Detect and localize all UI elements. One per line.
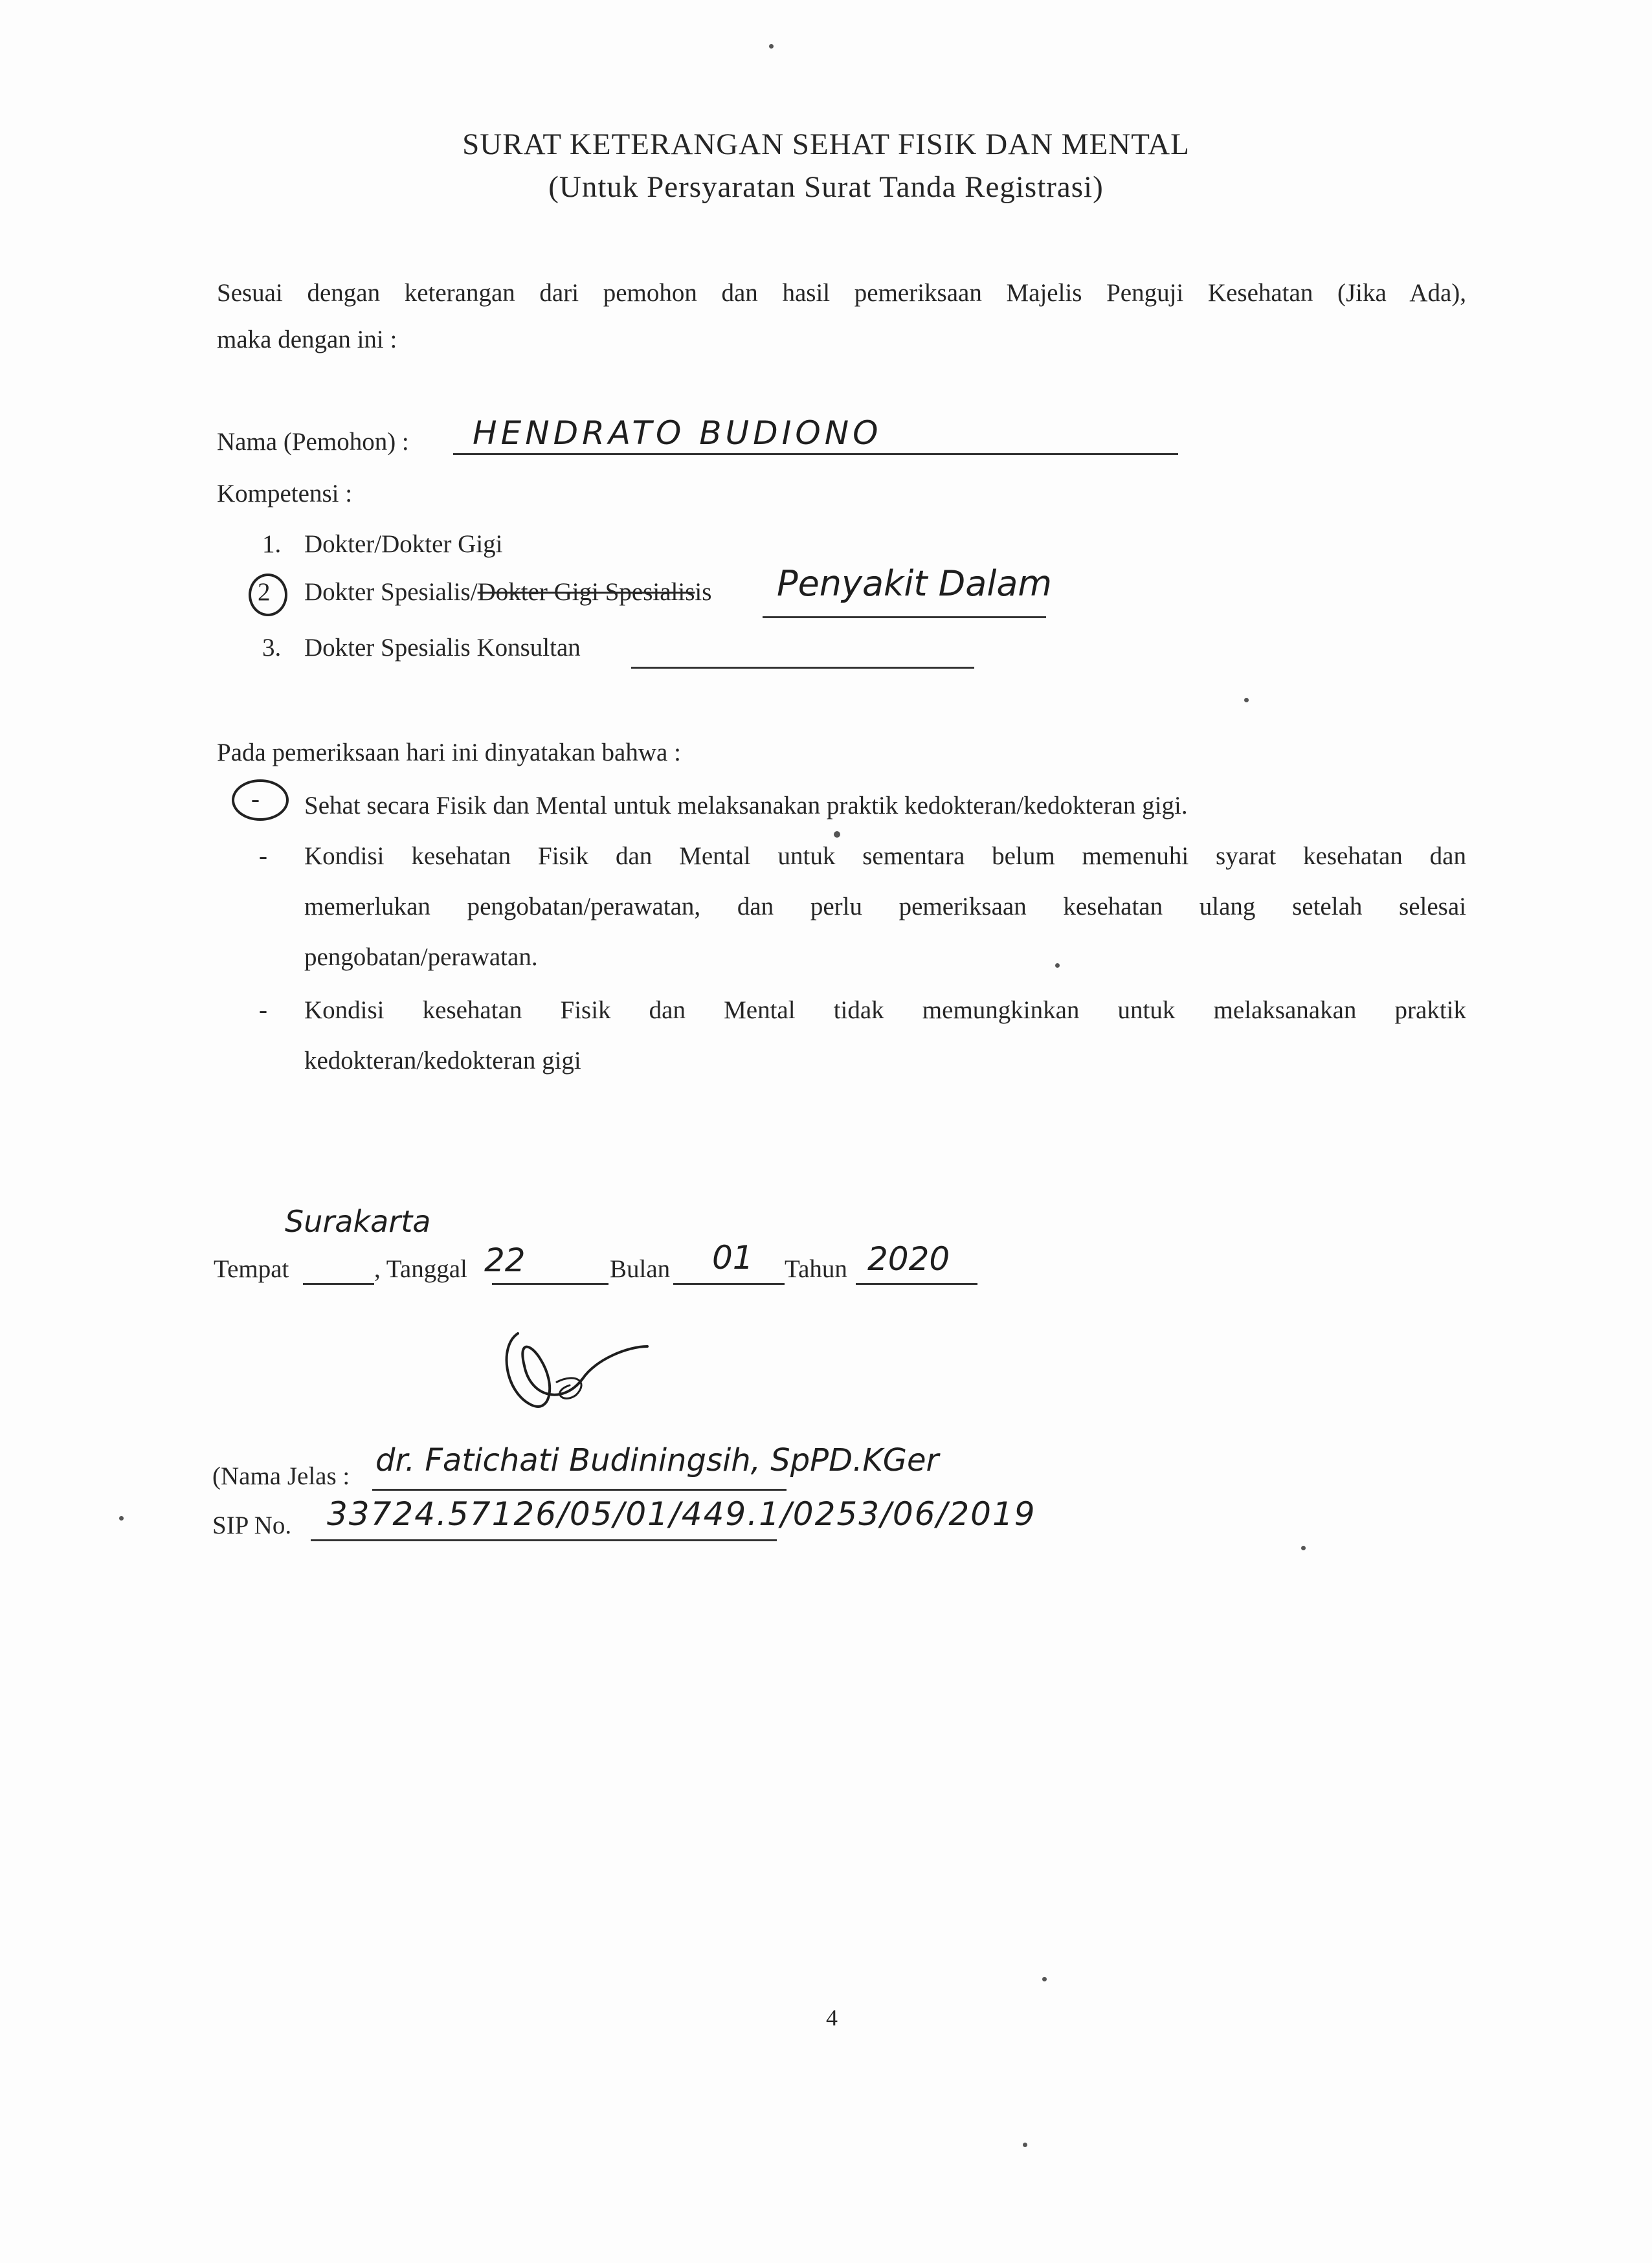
document-title: SURAT KETERANGAN SEHAT FISIK DAN MENTAL [462,128,1190,161]
exam-option-3-line-2: kedokteran/kedokteran gigi [304,1047,581,1075]
scan-speck [119,1516,124,1521]
exam-option-2-line-1: Kondisi kesehatan Fisik dan Mental untuk sementara belum memenuhi syarat kesehatan dan [304,842,1466,870]
place-label: Tempat [214,1255,289,1283]
month-underline [673,1283,785,1285]
scan-speck [1301,1546,1306,1550]
year-underline [856,1283,977,1285]
sip-value: 33724.57126/05/01/449.1/0253/06/2019 [327,1495,1036,1533]
month-label: Bulan [610,1255,671,1283]
document-subtitle: (Untuk Persyaratan Surat Tanda Registrasi) [548,170,1104,204]
date-value: 22 [484,1242,526,1279]
signatory-name-label: (Nama Jelas : [212,1462,350,1490]
signature-image [479,1321,673,1463]
scan-speck [1023,2143,1027,2147]
month-value: 01 [712,1239,753,1276]
scan-speck [1055,963,1060,968]
competence-item-1-text: Dokter/Dokter Gigi [304,530,503,558]
examination-label: Pada pemeriksaan hari ini dinyatakan bahwa : [217,739,681,766]
exam-option-3-marker: - [259,996,267,1024]
page-number: 4 [826,2005,838,2031]
year-label: Tahun [785,1255,847,1283]
sip-underline [311,1539,777,1541]
exam-option-2-line-2: memerlukan pengobatan/perawatan, dan perlu pemeriksaan kesehatan ulang setelah selesai [304,893,1466,920]
exam-option-2-line-3: pengobatan/perawatan. [304,943,538,971]
intro-line-2: maka dengan ini : [217,326,397,353]
year-value: 2020 [867,1240,950,1278]
competence-label: Kompetensi : [217,480,353,507]
competence-item-3-number: 3. [262,634,282,662]
competence-item-2-strikethrough: Dokter Gigi Spesialis [477,578,695,606]
exam-option-3-line-1: Kondisi kesehatan Fisik dan Mental tidak memungkinkan untuk melaksanakan praktik [304,996,1466,1024]
competence-item-2-underline [763,616,1046,618]
sip-label: SIP No. [212,1511,292,1539]
competence-item-1-number: 1. [262,530,282,558]
signatory-name-value: dr. Fatichati Budiningsih, SpPD.KGer [375,1442,939,1478]
date-label: , Tanggal [374,1255,467,1283]
scan-speck [834,831,840,838]
intro-line-1: Sesuai dengan keterangan dari pemohon dan hasil pemeriksaan Majelis Penguji Kesehatan (Jika Ada), [217,279,1466,307]
competence-item-2-number: 2 [258,578,271,606]
competence-item-2-handwritten: Penyakit Dalam [777,563,1053,604]
competence-item-2-suffix: is [695,578,712,606]
scan-speck [1042,1977,1047,1981]
applicant-value: HENDRATO BUDIONO [473,414,882,452]
competence-item-3-text: Dokter Spesialis Konsultan [304,634,581,662]
selection-oval [232,779,289,821]
applicant-label: Nama (Pemohon) : [217,428,409,456]
applicant-underline [453,453,1178,455]
scan-speck [1244,698,1249,702]
place-underline [303,1283,374,1285]
competence-item-3-underline [631,667,974,669]
exam-option-1-text: Sehat secara Fisik dan Mental untuk melaksanakan praktik kedokteran/kedokteran gigi. [304,792,1188,819]
scan-speck [769,44,774,49]
date-underline [492,1283,608,1285]
competence-item-2-text [304,577,711,607]
exam-option-2-marker: - [259,842,267,870]
signatory-name-underline [372,1489,787,1491]
competence-item-2-text-a: Dokter Spesialis/ [304,578,478,606]
place-value: Surakarta [285,1204,431,1239]
exam-option-1-marker: - [251,785,260,813]
